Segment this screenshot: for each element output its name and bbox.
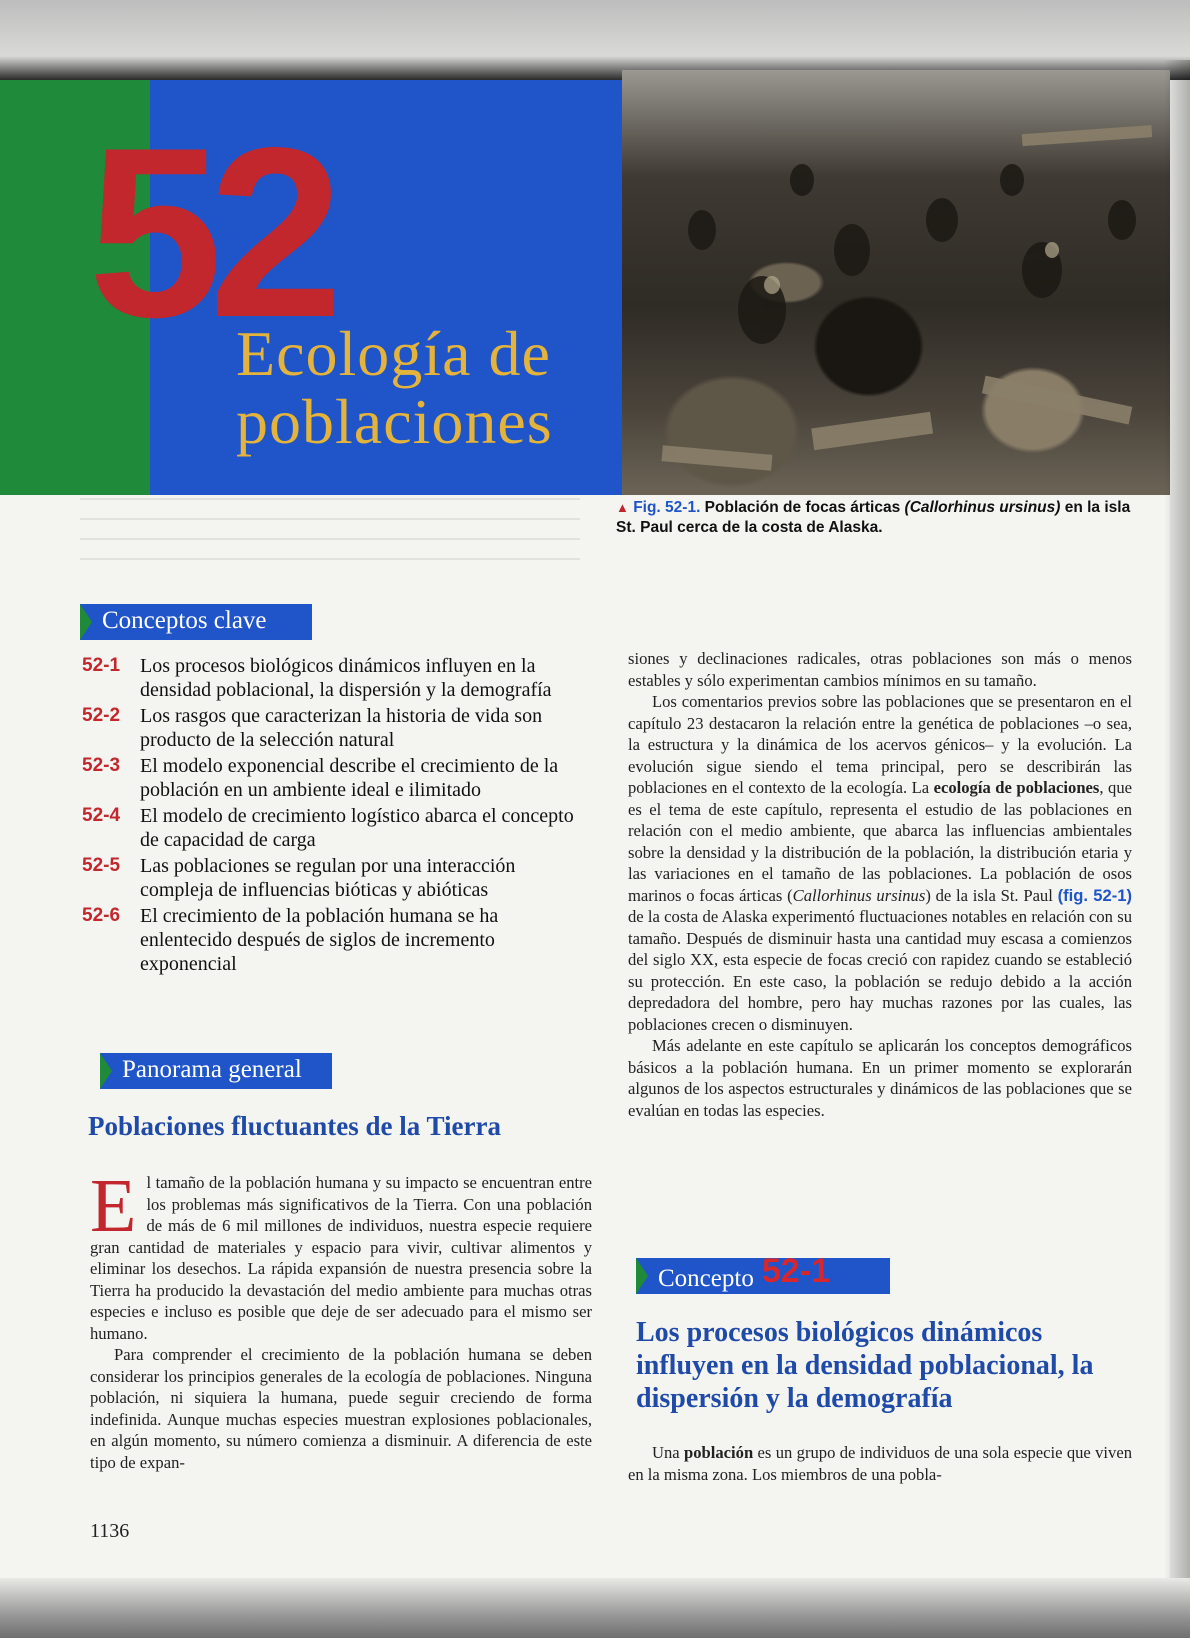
page-number: 1136 <box>90 1520 130 1542</box>
term-ecologia: ecología de poblaciones <box>933 778 1100 797</box>
right-paragraph-1: siones y declinaciones radicales, otras poblaciones son más o menos estables y sólo experimentan cambios mínimos en su tamaño. <box>628 649 1132 690</box>
seal-colony-photo <box>622 70 1170 495</box>
term-poblacion: población <box>684 1443 754 1462</box>
figure-caption <box>616 498 1132 538</box>
chapter-title-line2: poblaciones <box>236 386 553 457</box>
caption-triangle-icon: ▲ <box>616 500 629 515</box>
figure-link[interactable]: (fig. 52-1) <box>1057 885 1132 905</box>
concept-item: 52-6 El crecimiento de la población humana se ha enlentecido después de siglos de incremento exponencial <box>82 905 499 975</box>
concept-tag: Concepto 52-1 <box>636 1258 890 1294</box>
caption-text-b: en la isla St. Paul cerca de la costa de Alaska. <box>616 499 1131 536</box>
chapter-title <box>236 320 636 456</box>
chapter-number: 52 <box>88 98 330 368</box>
overview-paragraph-1: El tamaño de la población humana y su impacto se encuentran entre los problemas más significativos de la Tierra. Con una población de más de 6 mil millones de individuos, nuestra especie requiere gran cantidad de materiales y espacio para vivir, cultivar alimentos y eliminar los desechos. La rápida expansión de nuestra presencia sobre la Tierra ha producido la devastación del medio ambiente para muchas otras especies e incluso es posible que deje de ser adecuado para el mismo ser humano. <box>90 1164 592 1343</box>
drop-cap: E <box>90 1164 137 1248</box>
concept-body <box>628 1442 1132 1485</box>
photo-detail <box>622 70 1170 495</box>
overview-heading: Poblaciones fluctuantes de la Tierra <box>88 1111 501 1141</box>
concept-heading: Los procesos biológicos dinámicos influyen en la densidad poblacional, la dispersión y la demografía <box>636 1317 1094 1414</box>
caption-text-a: Población de focas árticas <box>700 499 905 516</box>
bleed-through-text <box>80 498 580 578</box>
concept-item: 52-5 Las poblaciones se regulan por una interacción compleja de influencias bióticas y abióticas <box>82 855 516 901</box>
overview-paragraph-2: Para comprender el crecimiento de la población humana se deben considerar los principios generales de la ecología de poblaciones. Ninguna población, ni siquiera la humana, puede seguir creciendo de forma indefinida. Aunque muchas especies muestran explosiones poblacionales, en algún momento, su número comienza a disminuir. A diferencia de este tipo de expan- <box>90 1345 592 1472</box>
right-paragraph-2: Los comentarios previos sobre las poblaciones que se presentaron en el capítulo 23 destacaron la relación entre la genética de poblaciones –o sea, la estructura y la dinámica de los acervos génicos– y la evolución. La evolución sigue siendo el tema principal, pero se describirán las poblaciones en el contexto de la ecología. La ecología de poblaciones, que es el tema de este capítulo, representa el estudio de las poblaciones en relación con el medio ambiente, que abarca las influencias ambientales sobre la densidad y la distribución de la población, la distribución etaria y las variaciones en el tamaño de las poblaciones. La población de osos marinos o focas árticas (Callorhinus ursinus) de la isla St. Paul (fig. 52-1) de la costa de Alaska experimentó fluctuaciones notables en relación con su tamaño. Después de disminuir hasta una cantidad muy escasa a comienzos del siglo XX, esta especie de focas creció con rapidez cuando se estableció su protección. En este caso, la población se redujo debido a la acción depredadora del hombre, pero hay muchas razones por las cuales, las poblaciones crecen o disminuyen. <box>628 692 1132 1034</box>
caption-species: (Callorhinus ursinus) <box>904 499 1061 516</box>
concept-tag-number: 52-1 <box>761 1252 830 1290</box>
figure-ref: Fig. 52-1. <box>633 499 701 516</box>
right-column-body <box>628 648 1132 1121</box>
scan-bottom-edge <box>0 1578 1190 1638</box>
concept-item: 52-4 El modelo de crecimiento logístico abarca el concepto de capacidad de carga <box>82 805 574 851</box>
binding-shadow <box>1164 60 1190 1600</box>
key-concepts-list <box>82 654 582 978</box>
concept-item: 52-2 Los rasgos que caracterizan la historia de vida son producto de la selección natural <box>82 705 543 751</box>
concept-item: 52-3 El modelo exponencial describe el crecimiento de la población en un ambiente ideal e ilimitado <box>82 755 559 801</box>
overview-body <box>90 1164 592 1473</box>
scan-top-edge <box>0 0 1190 80</box>
key-concepts-tag: Conceptos clave <box>80 604 312 640</box>
concept-item: 52-1 Los procesos biológicos dinámicos influyen en la densidad poblacional, la dispersión y la demografía <box>82 655 552 701</box>
right-paragraph-3: Más adelante en este capítulo se aplicarán los conceptos demográficos básicos a la población humana. En un primer momento se explorarán algunos de los aspectos estructurales y dinámicos de las poblaciones que se evalúan en todas las especies. <box>628 1036 1132 1120</box>
overview-tag: Panorama general <box>100 1053 332 1089</box>
concept-paragraph-1: Una población es un grupo de individuos de una sola especie que viven en la misma zona. Los miembros de una pobla- <box>628 1443 1133 1484</box>
chapter-title-line1: Ecología de <box>236 318 551 389</box>
